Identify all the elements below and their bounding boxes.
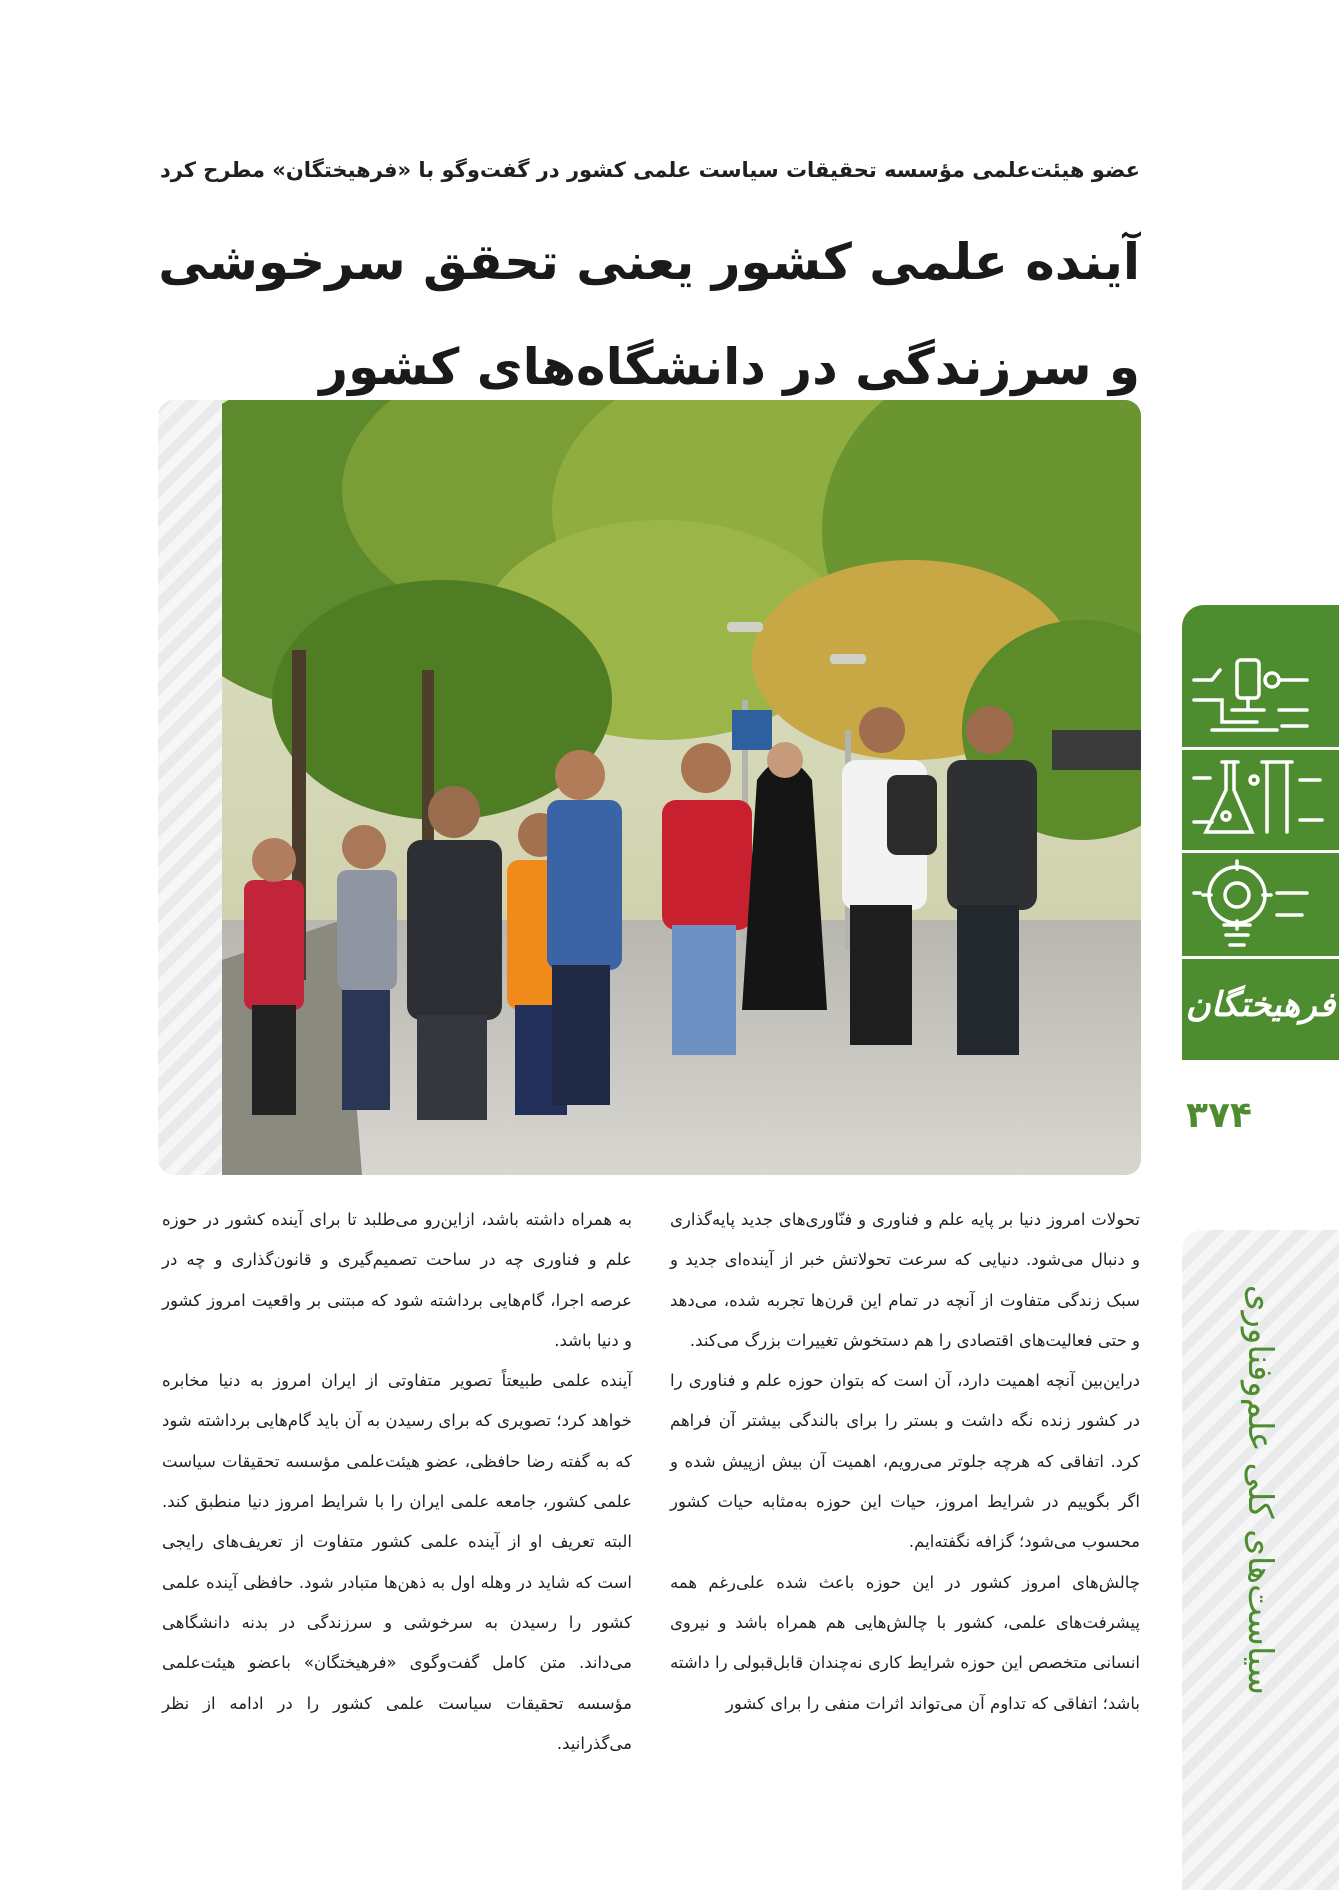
flask-icon: [1182, 750, 1339, 853]
page-number: ۳۷۴: [1186, 1095, 1252, 1136]
lightbulb-gear-icon: [1182, 853, 1339, 959]
article-column-left: [162, 1200, 632, 1764]
article-kicker: عضو هیئت‌علمی مؤسسه تحقیقات سیاست علمی کشور در گفت‌وگو با «فرهیختگان» مطرح کرد: [159, 158, 1140, 182]
microscope-icon: [1182, 650, 1339, 750]
paragraph: دراین‌بین آنچه اهمیت دارد، آن است که بتوان حوزه علم و فناوری را در کشور زنده نگه داشت و بستر را برای بالندگی بیشتر آن فراهم کرد. اتفاقی که هرچه جلوتر می‌رویم، اهمیت آن بیش ازپیش شده و اگر بگوییم در شرایط امروز، حیات این حوزه به‌مثابه حیات کشور محسوب می‌شود؛ گزافه نگفته‌ایم.: [670, 1371, 1140, 1552]
article-column-right: [670, 1200, 1140, 1724]
paragraph: به همراه داشته باشد، ازاین‌رو می‌طلبد تا برای آینده کشور در حوزه علم و فناوری چه در ساحت تصمیم‌گیری و قانون‌گذاری و چه در عرصه اجرا، گام‌هایی برداشته شود که مبتنی بر واقعیت امروز کشور و دنیا باشد.: [162, 1210, 632, 1350]
headline-line-2: و سرزندگی در دانشگاه‌های کشور: [319, 338, 1140, 396]
article-photo: [222, 400, 1141, 1175]
paragraph: آینده علمی طبیعتاً تصویر متفاوتی از ایران امروز به دنیا مخابره خواهد کرد؛ تصویری که برای رسیدن به آن باید گام‌هایی برداشته شود که به گفته رضا حافظی، عضو هیئت‌علمی مؤسسه تحقیقات سیاست علمی کشور، جامعه علمی ایران را با شرایط امروز دنیا منطبق کند. البته تعریف او از آینده علمی کشور متفاوت از تعریف‌های رایجی است که شاید در وهله اول به ذهن‌ها متبادر شود. حافظی آینده علمی کشور را رسیدن به سرخوشی و سرزندگی در بدنه دانشگاهی می‌داند. متن کامل گفت‌وگوی «فرهیختگان» باعضو هیئت‌علمی مؤسسه تحقیقات سیاست علمی کشور را در ادامه از نظر می‌گذرانید.: [162, 1371, 632, 1753]
paragraph: چالش‌های امروز کشور در این حوزه باعث شده علی‌رغم همه پیشرفت‌های علمی، کشور با چالش‌هایی هم همراه باشد و نیروی انسانی متخصص این حوزه شرایط کاری نه‌چندان قابل‌قبولی را داشته باشد؛ اتفاقی که تداوم آن می‌تواند اثرات منفی را برای کشور: [670, 1572, 1140, 1713]
headline-line-1: آینده علمی کشور یعنی تحقق سرخوشی: [158, 233, 1140, 291]
brand-logo: فرهیختگان: [1185, 985, 1336, 1025]
article-photo-frame: [158, 400, 1141, 1175]
section-tab: [1182, 1230, 1339, 1890]
article-headline: [158, 210, 1140, 420]
paragraph: تحولات امروز دنیا بر پایه علم و فناوری و فنّاوری‌های جدید پایه‌گذاری و دنبال می‌شود. دنیایی که سرعت تحولاتش خبر از آینده‌ای جدید و سبک زندگی متفاوت از آنچه در تمام این قرن‌ها تجربه شده، می‌دهد و حتی فعالیت‌های اقتصادی را هم دستخوش تغییرات بزرگ می‌کند.: [670, 1210, 1140, 1350]
section-title: سیاست‌های کلی علم‌وفناوری: [1240, 1284, 1280, 1696]
campus-scene-illustration: [222, 400, 1141, 1175]
